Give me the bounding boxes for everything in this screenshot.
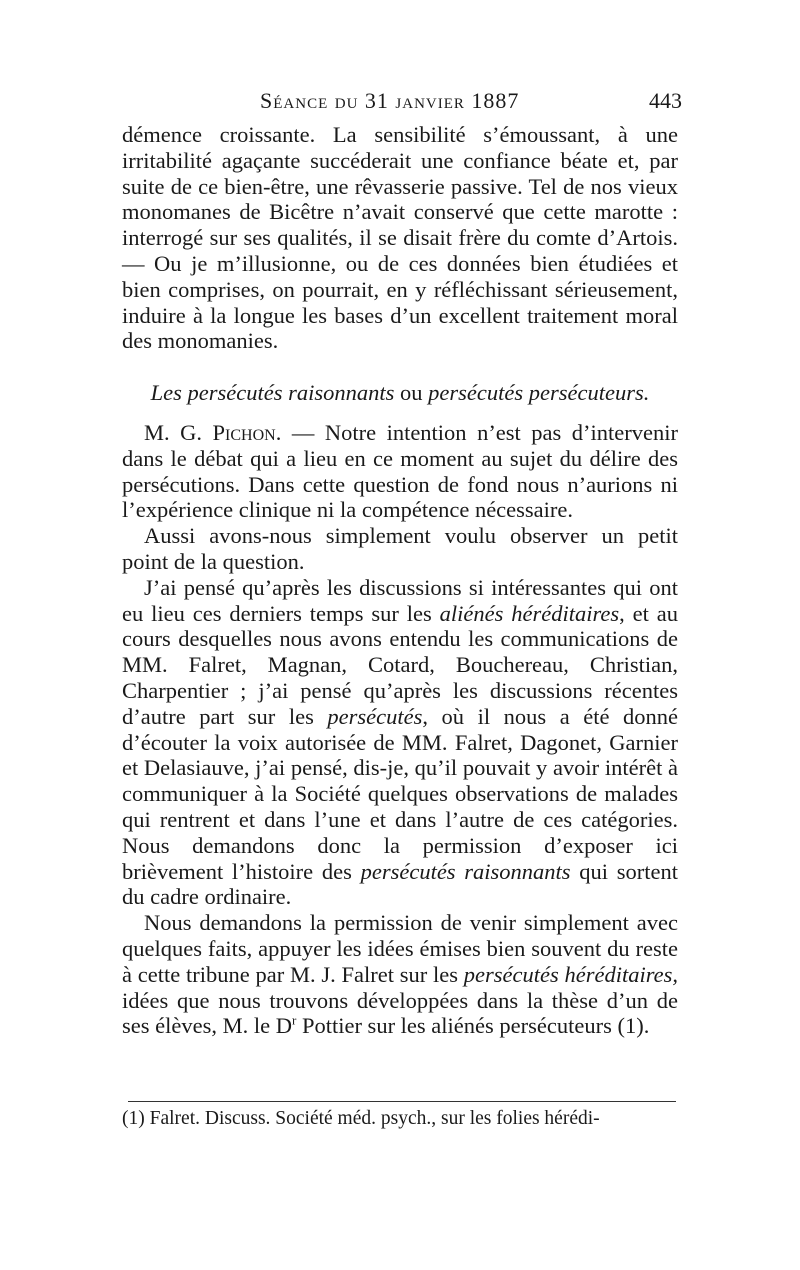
paragraph-jai-pense: [122, 575, 678, 910]
paragraph-aussi: Aussi avons-nous simplement voulu observer un petit point de la question.: [122, 523, 678, 574]
italic-term: persécutés: [327, 703, 423, 729]
section-title: [122, 380, 678, 406]
italic-term: persécutés héréditaires,: [463, 961, 678, 987]
page-body: [122, 122, 678, 1039]
speaker-name: M. G. Pichon.: [144, 419, 282, 445]
superscript: r: [291, 1012, 297, 1028]
footnote: [122, 1106, 682, 1132]
italic-term: persécutés raisonnants: [360, 858, 571, 884]
paragraph-pichon-intro: [122, 420, 678, 523]
text-run: idées que nous trouvons développées dans la thèse d’un de ses élèves, M. le D: [122, 987, 678, 1039]
section-title-part2: persécutés persécuteurs.: [428, 380, 650, 406]
running-title: Séance du 31 janvier 1887: [260, 88, 520, 113]
section-title-connector: ou: [400, 380, 423, 406]
text-run: , où il nous a été donné d’écouter la voix autorisée de MM. Falret, Dagonet, Garnier et Delasiauve, j’ai pensé, dis-je, qu’il pouvait y avoir intérêt à communiquer à la Société quelques observations de malades qui rentrent et dans l’une et dans l’autre de ces catégories. Nous demandons donc la permission d’exposer ici brièvement l’histoire des: [122, 703, 678, 884]
text-run: , et au cours desquelles nous avons entendu les communications de MM. Falret, Magnan, Cotard, Bouchereau, Christian, Charpentier ; j’ai pensé qu’après les discussions récentes d’autre part sur les: [122, 600, 678, 729]
paragraph-nous-demandons: [122, 910, 678, 1039]
footnote-text: Falret. Discuss. Société méd. psych., sur les folies hérédi-: [144, 1108, 600, 1129]
text-run: Nous demandons la permission de venir simplement avec quelques faits, appuyer les idées émises bien souvent du reste à cette tribune par M. J. Falret sur les: [122, 910, 678, 987]
paragraph-text: — Notre intention n’est pas d’intervenir dans le débat qui a lieu en ce moment au sujet du délire des persécutions. Dans cette question de fond nous n’aurions ni l’expérience clinique ni la compétence nécessaire.: [122, 419, 679, 523]
italic-term: aliénés héréditaires: [439, 600, 620, 626]
page-number: 443: [649, 88, 682, 113]
text-run: Pottier sur les aliénés persécuteurs (1).: [296, 1013, 650, 1039]
text-run: J’ai pensé qu’après les discussions si intéressantes qui ont eu lieu ces derniers temps sur les: [122, 574, 678, 626]
text-run: qui sortent du cadre ordinaire.: [122, 858, 678, 910]
footnote-marker: (1): [122, 1108, 145, 1129]
paragraph-continuation: démence croissante. La sensibilité s’émoussant, à une irritabilité agaçante succéderait une confiance béate et, par suite de ce bien-être, une rêvasserie passive. Tel de nos vieux monomanes de Bicêtre n’avait conservé que cette marotte : interrogé sur ses qualités, il se disait frère du comte d’Artois. — Ou je m’illusionne, ou de ces données bien étudiées et bien comprises, on pourrait, en y réfléchissant sérieusement, induire à la longue les bases d’un excellent traitement moral des monomanies.: [122, 122, 678, 354]
footnote-divider: [128, 1101, 676, 1102]
page-header: [122, 88, 682, 118]
section-title-part1: Les persécutés raisonnants: [150, 380, 395, 406]
